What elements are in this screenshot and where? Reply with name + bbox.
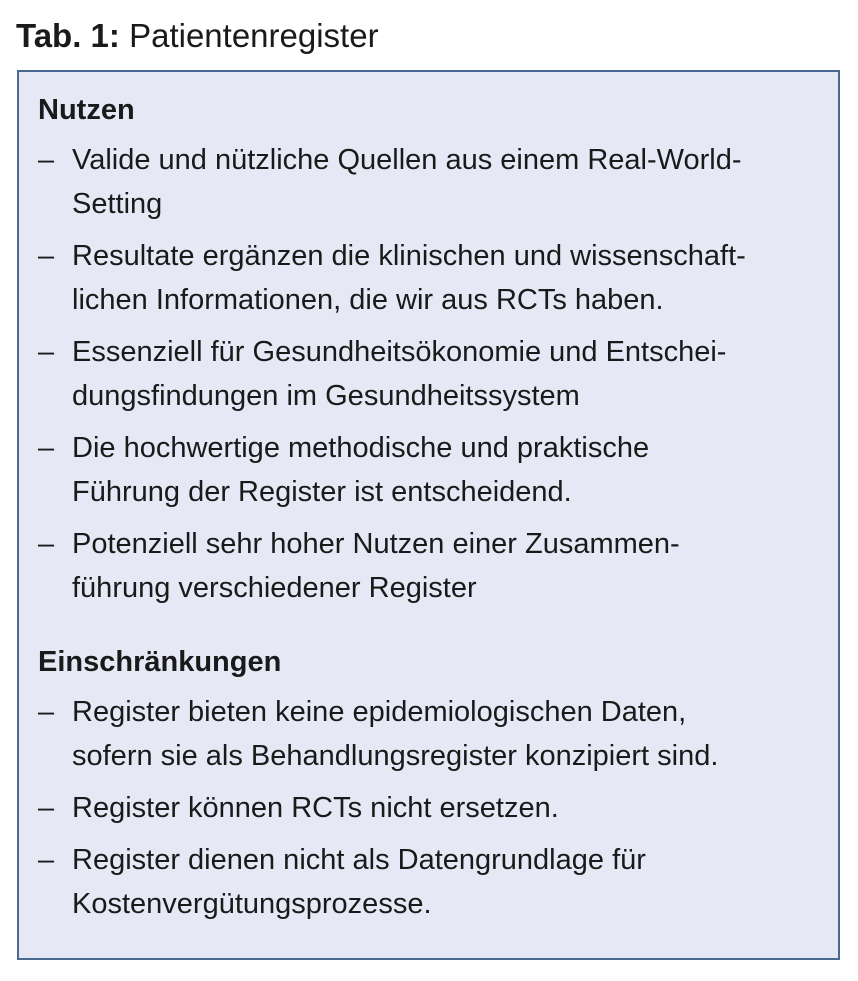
dash-bullet: – xyxy=(38,240,55,272)
item-line: Register bieten keine epidemiologischen Daten, xyxy=(72,696,687,728)
item-line: Valide und nützliche Quellen aus einem Real-World- xyxy=(72,144,742,176)
item-line: Potenziell sehr hoher Nutzen einer Zusammen- xyxy=(72,528,680,560)
dash-bullet: – xyxy=(38,844,55,876)
list-item xyxy=(38,138,828,226)
dash-bullet: – xyxy=(38,432,55,464)
dash-bullet: – xyxy=(38,528,55,560)
item-line: Resultate ergänzen die klinischen und wissenschaft- xyxy=(72,240,746,272)
item-list xyxy=(38,138,828,610)
item-line: Register können RCTs nicht ersetzen. xyxy=(72,792,559,824)
item-list xyxy=(38,690,828,926)
item-line: Die hochwertige methodische und praktische xyxy=(72,432,650,464)
section-einschraenkungen xyxy=(38,640,828,926)
list-item xyxy=(38,426,828,514)
section-heading: Nutzen xyxy=(38,94,135,126)
item-line: lichen Informationen, die wir aus RCTs haben. xyxy=(72,284,664,316)
list-item xyxy=(38,838,828,926)
dash-bullet: – xyxy=(38,336,55,368)
table-box xyxy=(17,70,840,960)
dash-bullet: – xyxy=(38,144,55,176)
item-line: Führung der Register ist entscheidend. xyxy=(72,476,572,508)
dash-bullet: – xyxy=(38,792,55,824)
item-line: sofern sie als Behandlungsregister konzipiert sind. xyxy=(72,740,719,772)
list-item xyxy=(38,234,828,322)
table-caption xyxy=(16,14,379,58)
section-nutzen xyxy=(38,88,828,610)
list-item xyxy=(38,690,828,778)
section-heading: Einschränkungen xyxy=(38,646,282,678)
item-line: Essenziell für Gesundheitsökonomie und Entschei- xyxy=(72,336,727,368)
item-line: dungsfindungen im Gesundheitssystem xyxy=(72,380,580,412)
list-item xyxy=(38,522,828,610)
table-caption-title: Patientenregister xyxy=(129,17,379,54)
list-item xyxy=(38,330,828,418)
item-line: Register dienen nicht als Datengrundlage für xyxy=(72,844,646,876)
item-line: führung verschiedener Register xyxy=(72,572,477,604)
table-caption-label: Tab. 1: xyxy=(16,17,120,54)
list-item xyxy=(38,786,828,830)
dash-bullet: – xyxy=(38,696,55,728)
item-line: Setting xyxy=(72,188,163,220)
item-line: Kostenvergütungsprozesse. xyxy=(72,888,432,920)
